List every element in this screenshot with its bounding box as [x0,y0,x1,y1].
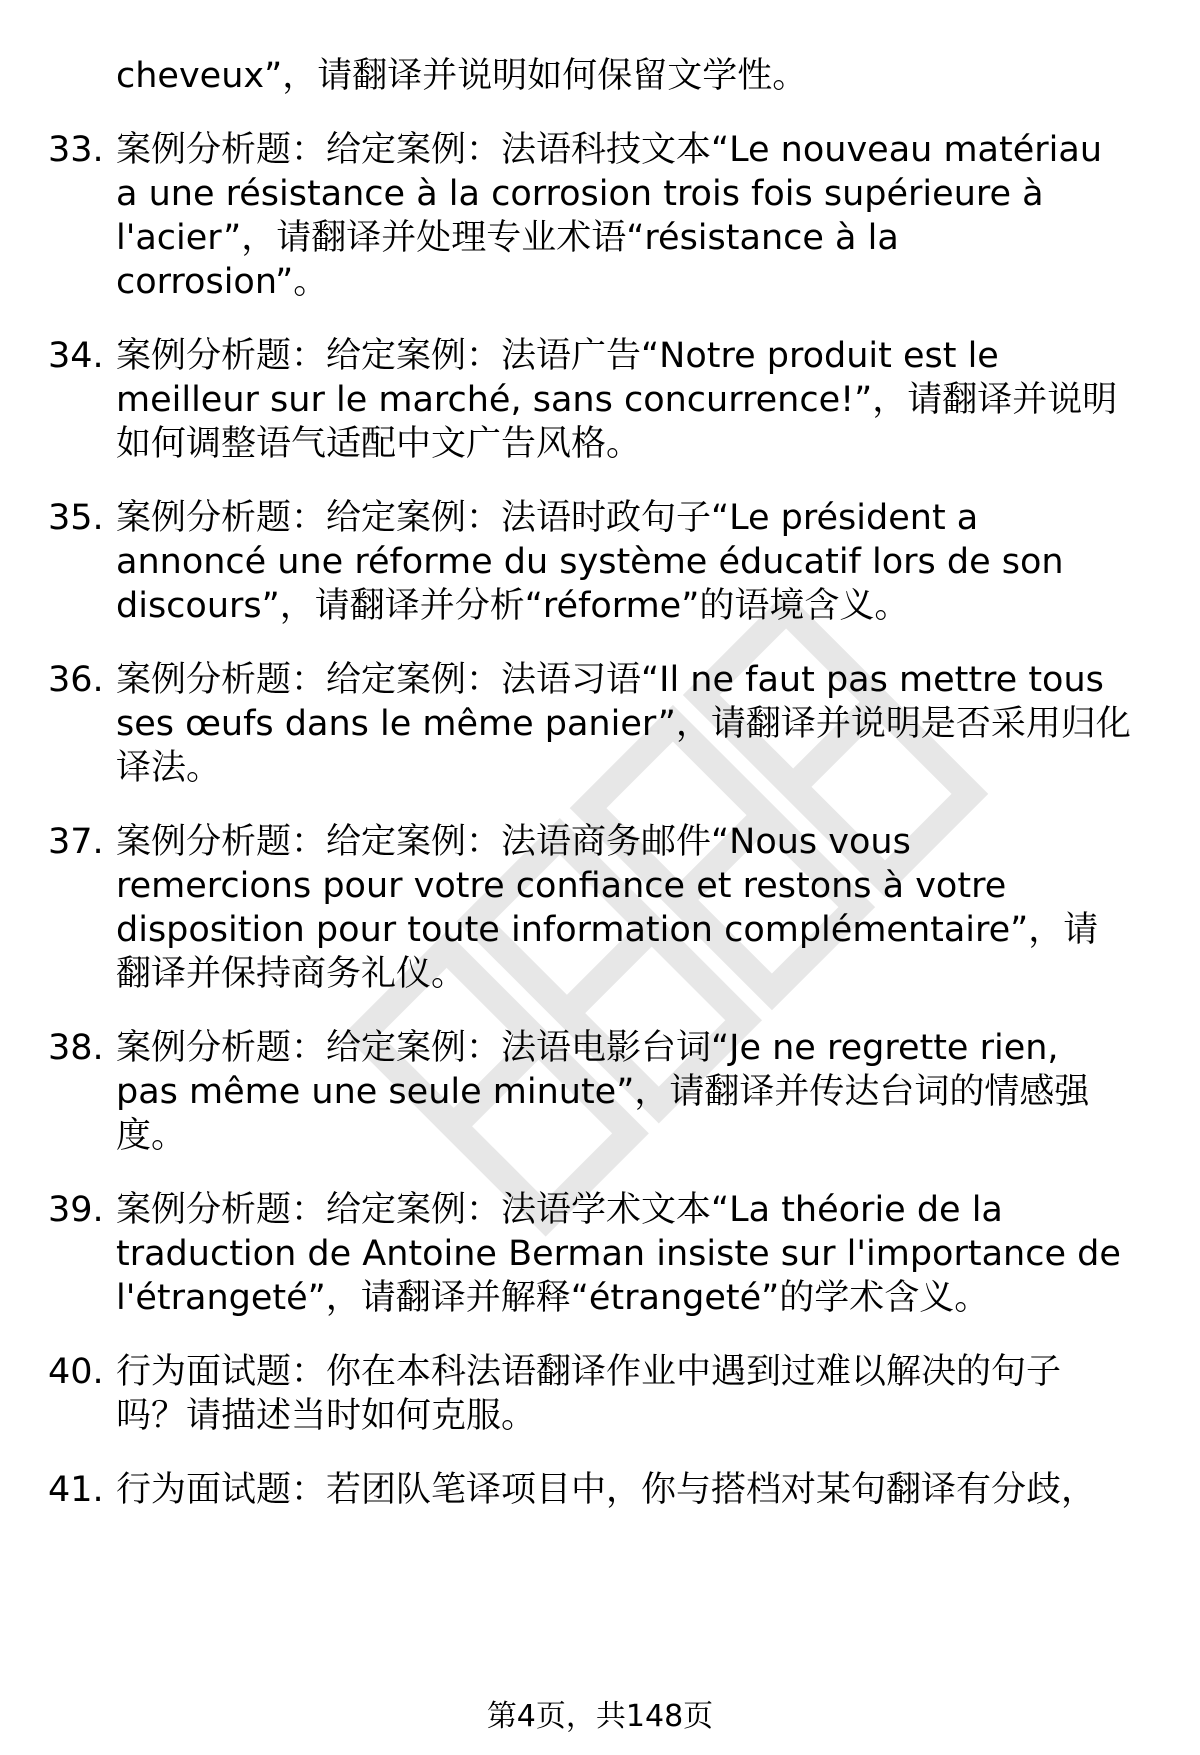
question-number: 34. [48,336,104,376]
question-line: l'acier”，请翻译并处理专业术语“résistance à la [116,218,899,258]
question-line: corrosion”。 [116,262,329,302]
question-line: 案例分析题：给定案例：法语商务邮件“Nous vous [116,822,911,862]
question-line: 案例分析题：给定案例：法语电影台词“Je ne regrette rien, [116,1028,1059,1068]
question-line: pas même une seule minute”，请翻译并传达台词的情感强 [116,1072,1090,1112]
question-line: meilleur sur le marché, sans concurrence!”，请翻译并说明 [116,380,1118,420]
question-line: 案例分析题：给定案例：法语时政句子“Le président a [116,498,979,538]
question-line: 案例分析题：给定案例：法语广告“Notre produit est le [116,336,999,376]
question-number: 40. [48,1352,104,1392]
question-number: 38. [48,1028,104,1068]
question-number: 35. [48,498,104,538]
question-number: 37. [48,822,104,862]
question-line: 如何调整语气适配中文广告风格。 [116,424,642,464]
question-line: 行为面试题：若团队笔译项目中，你与搭档对某句翻译有分歧， [116,1470,1097,1510]
question-line: 案例分析题：给定案例：法语科技文本“Le nouveau matériau [116,130,1103,170]
question-line: 翻译并保持商务礼仪。 [116,954,467,994]
question-line: 案例分析题：给定案例：法语学术文本“La théorie de la [116,1190,1003,1230]
question-line: 度。 [116,1116,187,1156]
question-line: 案例分析题：给定案例：法语习语“Il ne faut pas mettre tous [116,660,1104,700]
question-number: 33. [48,130,104,170]
question-line: ses œufs dans le même panier”，请翻译并说明是否采用归化 [116,704,1131,744]
question-line: a une résistance à la corrosion trois fois supérieure à [116,174,1044,214]
question-number: 36. [48,660,104,700]
question-line: 译法。 [116,748,222,788]
question-line: 行为面试题：你在本科法语翻译作业中遇到过难以解决的句子 [116,1352,1062,1392]
question-line: annoncé une réforme du système éducatif lors de son [116,542,1064,582]
question-line: l'étrangeté”，请翻译并解释“étrangeté”的学术含义。 [116,1278,990,1318]
question-line: traduction de Antoine Berman insiste sur l'importance de [116,1234,1121,1274]
question-line: remercions pour votre confiance et restons à votre [116,866,1007,906]
question-line: discours”，请翻译并分析“réforme”的语境含义。 [116,586,910,626]
question-line: disposition pour toute information complémentaire”，请 [116,910,1099,950]
question-number: 39. [48,1190,104,1230]
question-line: cheveux”，请翻译并说明如何保留文学性。 [116,56,808,96]
page-footer: 第4页，共148页 [486,1699,714,1734]
question-number: 41. [48,1470,104,1510]
question-line: 吗？请描述当时如何克服。 [116,1396,537,1436]
